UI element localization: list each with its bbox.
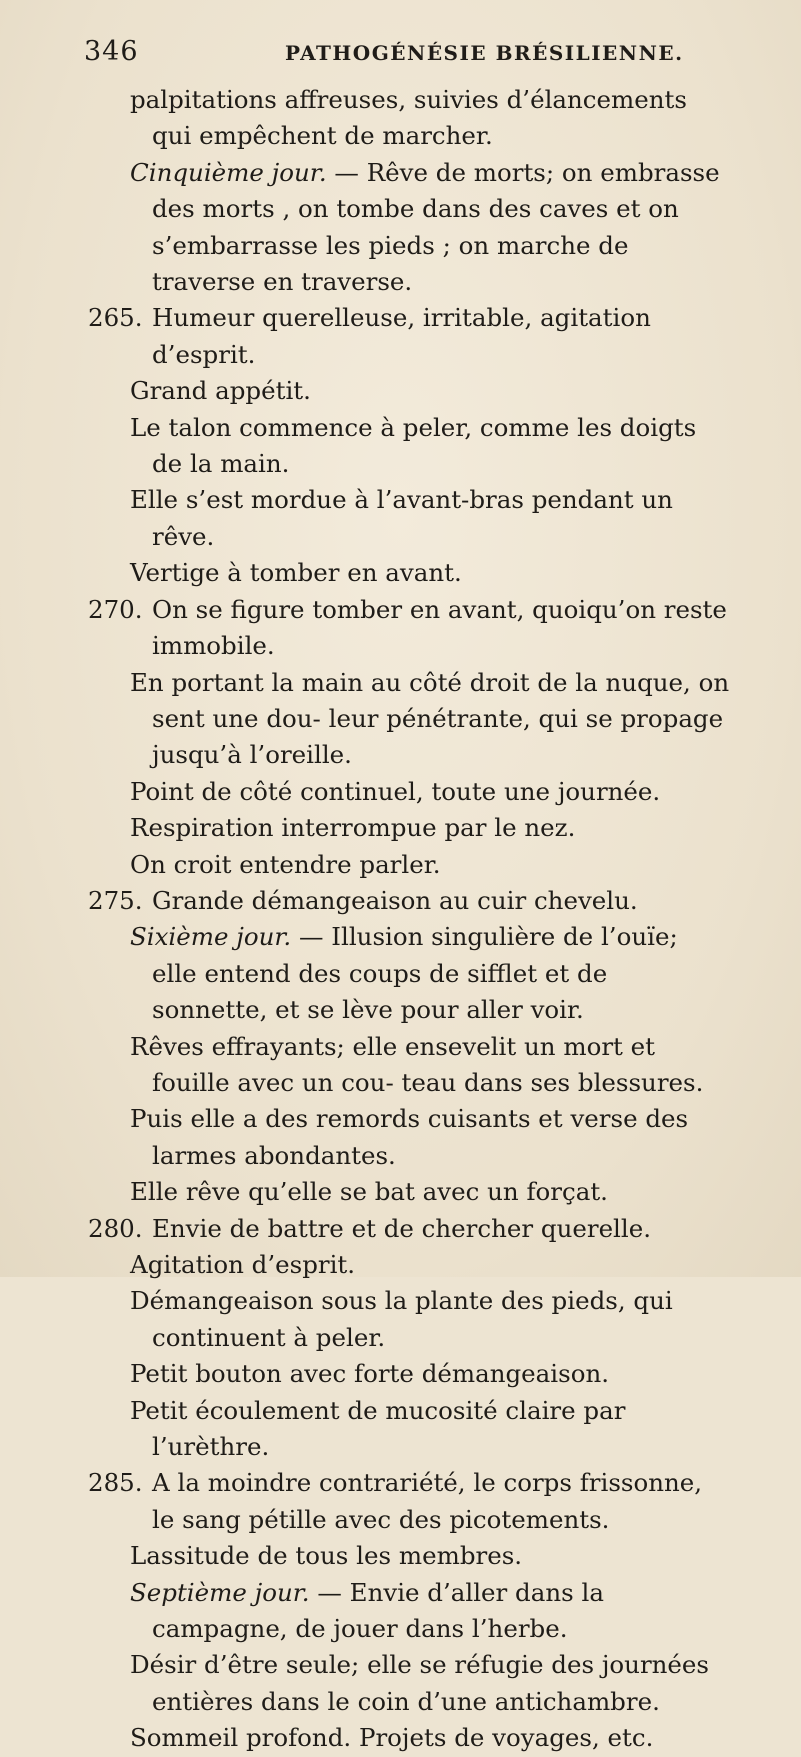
paragraph-text: Agitation d’esprit. <box>130 1250 356 1279</box>
paragraph-text: Le talon commence à peler, comme les doigts de la main. <box>130 412 697 479</box>
paragraph <box>130 774 730 810</box>
paragraph <box>130 373 730 409</box>
numbered-paragraph <box>88 1465 730 1538</box>
paragraph-number: 270. <box>88 594 143 624</box>
paragraph-text: Grande démangeaison au cuir chevelu. <box>152 885 638 915</box>
paragraph-text: A la moindre contrariété, le corps frissonne, le sang pétille avec des picotements. <box>152 1468 703 1534</box>
numbered-paragraph <box>88 883 730 919</box>
paragraph <box>130 482 730 555</box>
paragraph-text: Vertige à tomber en avant. <box>130 558 462 588</box>
paragraph <box>130 555 730 591</box>
paragraph <box>130 1647 730 1720</box>
paragraph <box>130 810 730 846</box>
paragraph-number: 285. <box>88 1468 143 1498</box>
paragraph <box>130 1356 730 1392</box>
numbered-paragraph <box>88 300 730 373</box>
paragraph-text: On croit entendre parler. <box>130 849 441 879</box>
paragraph <box>130 1393 730 1466</box>
paragraph-text: palpitations affreuses, suivies d’élancements qui empêchent de marcher. <box>130 85 687 151</box>
paragraph <box>130 410 730 483</box>
paragraph <box>130 665 730 774</box>
paragraph <box>130 1538 730 1574</box>
paragraph <box>130 1101 730 1174</box>
numbered-paragraph <box>88 1211 730 1247</box>
paragraph <box>130 1029 730 1102</box>
paragraph-number: 280. <box>88 1213 143 1243</box>
paragraph <box>130 1283 730 1356</box>
page-number: 346 <box>84 36 139 67</box>
paragraph <box>130 1174 730 1210</box>
running-title: PATHOGÉNÉSIE BRÉSILIENNE. <box>285 41 684 65</box>
day-heading: Cinquième jour. <box>130 157 327 187</box>
paragraph-text: Point de côté continuel, toute une journée. <box>130 776 661 806</box>
paragraph-text: — Envie d’aller dans la campagne, de jouer dans l’herbe. <box>152 1577 604 1644</box>
paragraph-text: Sommeil profond. Projets de voyages, etc. <box>130 1723 654 1753</box>
paragraph-text: Lassitude de tous les membres. <box>130 1541 523 1571</box>
paragraph <box>130 1247 730 1283</box>
paragraph-text: Petit bouton avec forte démangeaison. <box>130 1359 610 1389</box>
paragraph-text: Désir d’être seule; elle se réfugie des journées entières dans le coin d’une antichambre. <box>130 1650 710 1716</box>
paragraph-text: Démangeaison sous la plante des pieds, qui continuent à peler. <box>130 1286 673 1352</box>
paragraph-text: Petit écoulement de mucosité claire par l’urèthre. <box>130 1395 626 1462</box>
paragraph <box>130 919 730 1028</box>
paragraph-text: — Illusion singulière de l’ouïe; elle entend des coups de sifflet et de sonnette, et se lève pour aller voir. <box>152 922 678 1025</box>
paragraph-text: Respiration interrompue par le nez. <box>130 813 576 843</box>
day-heading: Sixième jour. <box>130 922 292 952</box>
paragraph-text: Puis elle a des remords cuisants et verse des larmes abondantes. <box>130 1104 689 1170</box>
paragraph-text: Elle rêve qu’elle se bat avec un forçat. <box>130 1177 608 1207</box>
paragraph <box>130 1575 730 1648</box>
paragraph <box>130 155 730 301</box>
paragraph-text: On se figure tomber en avant, quoiqu’on reste immobile. <box>152 594 727 661</box>
day-heading: Septième jour. <box>130 1577 310 1607</box>
paragraph-text: Rêves effrayants; elle ensevelit un mort et fouille avec un cou- teau dans ses blessures. <box>130 1031 704 1097</box>
paragraph-text: Humeur querelleuse, irritable, agitation d’esprit. <box>152 303 651 369</box>
paragraph-text: Envie de battre et de chercher querelle. <box>152 1213 652 1243</box>
paragraph-number: 275. <box>88 885 143 915</box>
paragraph-text: En portant la main au côté droit de la nuque, on sent une dou- leur pénétrante, qui se propage jusqu’à l’oreille. <box>130 667 730 770</box>
paragraph-text: — Rêve de morts; on embrasse des morts , on tombe dans des caves et on s’embarrasse les pieds ; on marche de traverse en traverse. <box>152 157 720 297</box>
paragraph <box>130 847 730 883</box>
body-text <box>0 82 801 1757</box>
paragraph-text: Grand appétit. <box>130 376 311 406</box>
paragraph-text: Elle s’est mordue à l’avant-bras pendant un rêve. <box>130 485 673 551</box>
numbered-paragraph <box>88 592 730 665</box>
running-head <box>0 36 801 76</box>
paragraph <box>130 1720 730 1756</box>
paragraph-number: 265. <box>88 303 143 333</box>
paragraph <box>130 82 730 155</box>
